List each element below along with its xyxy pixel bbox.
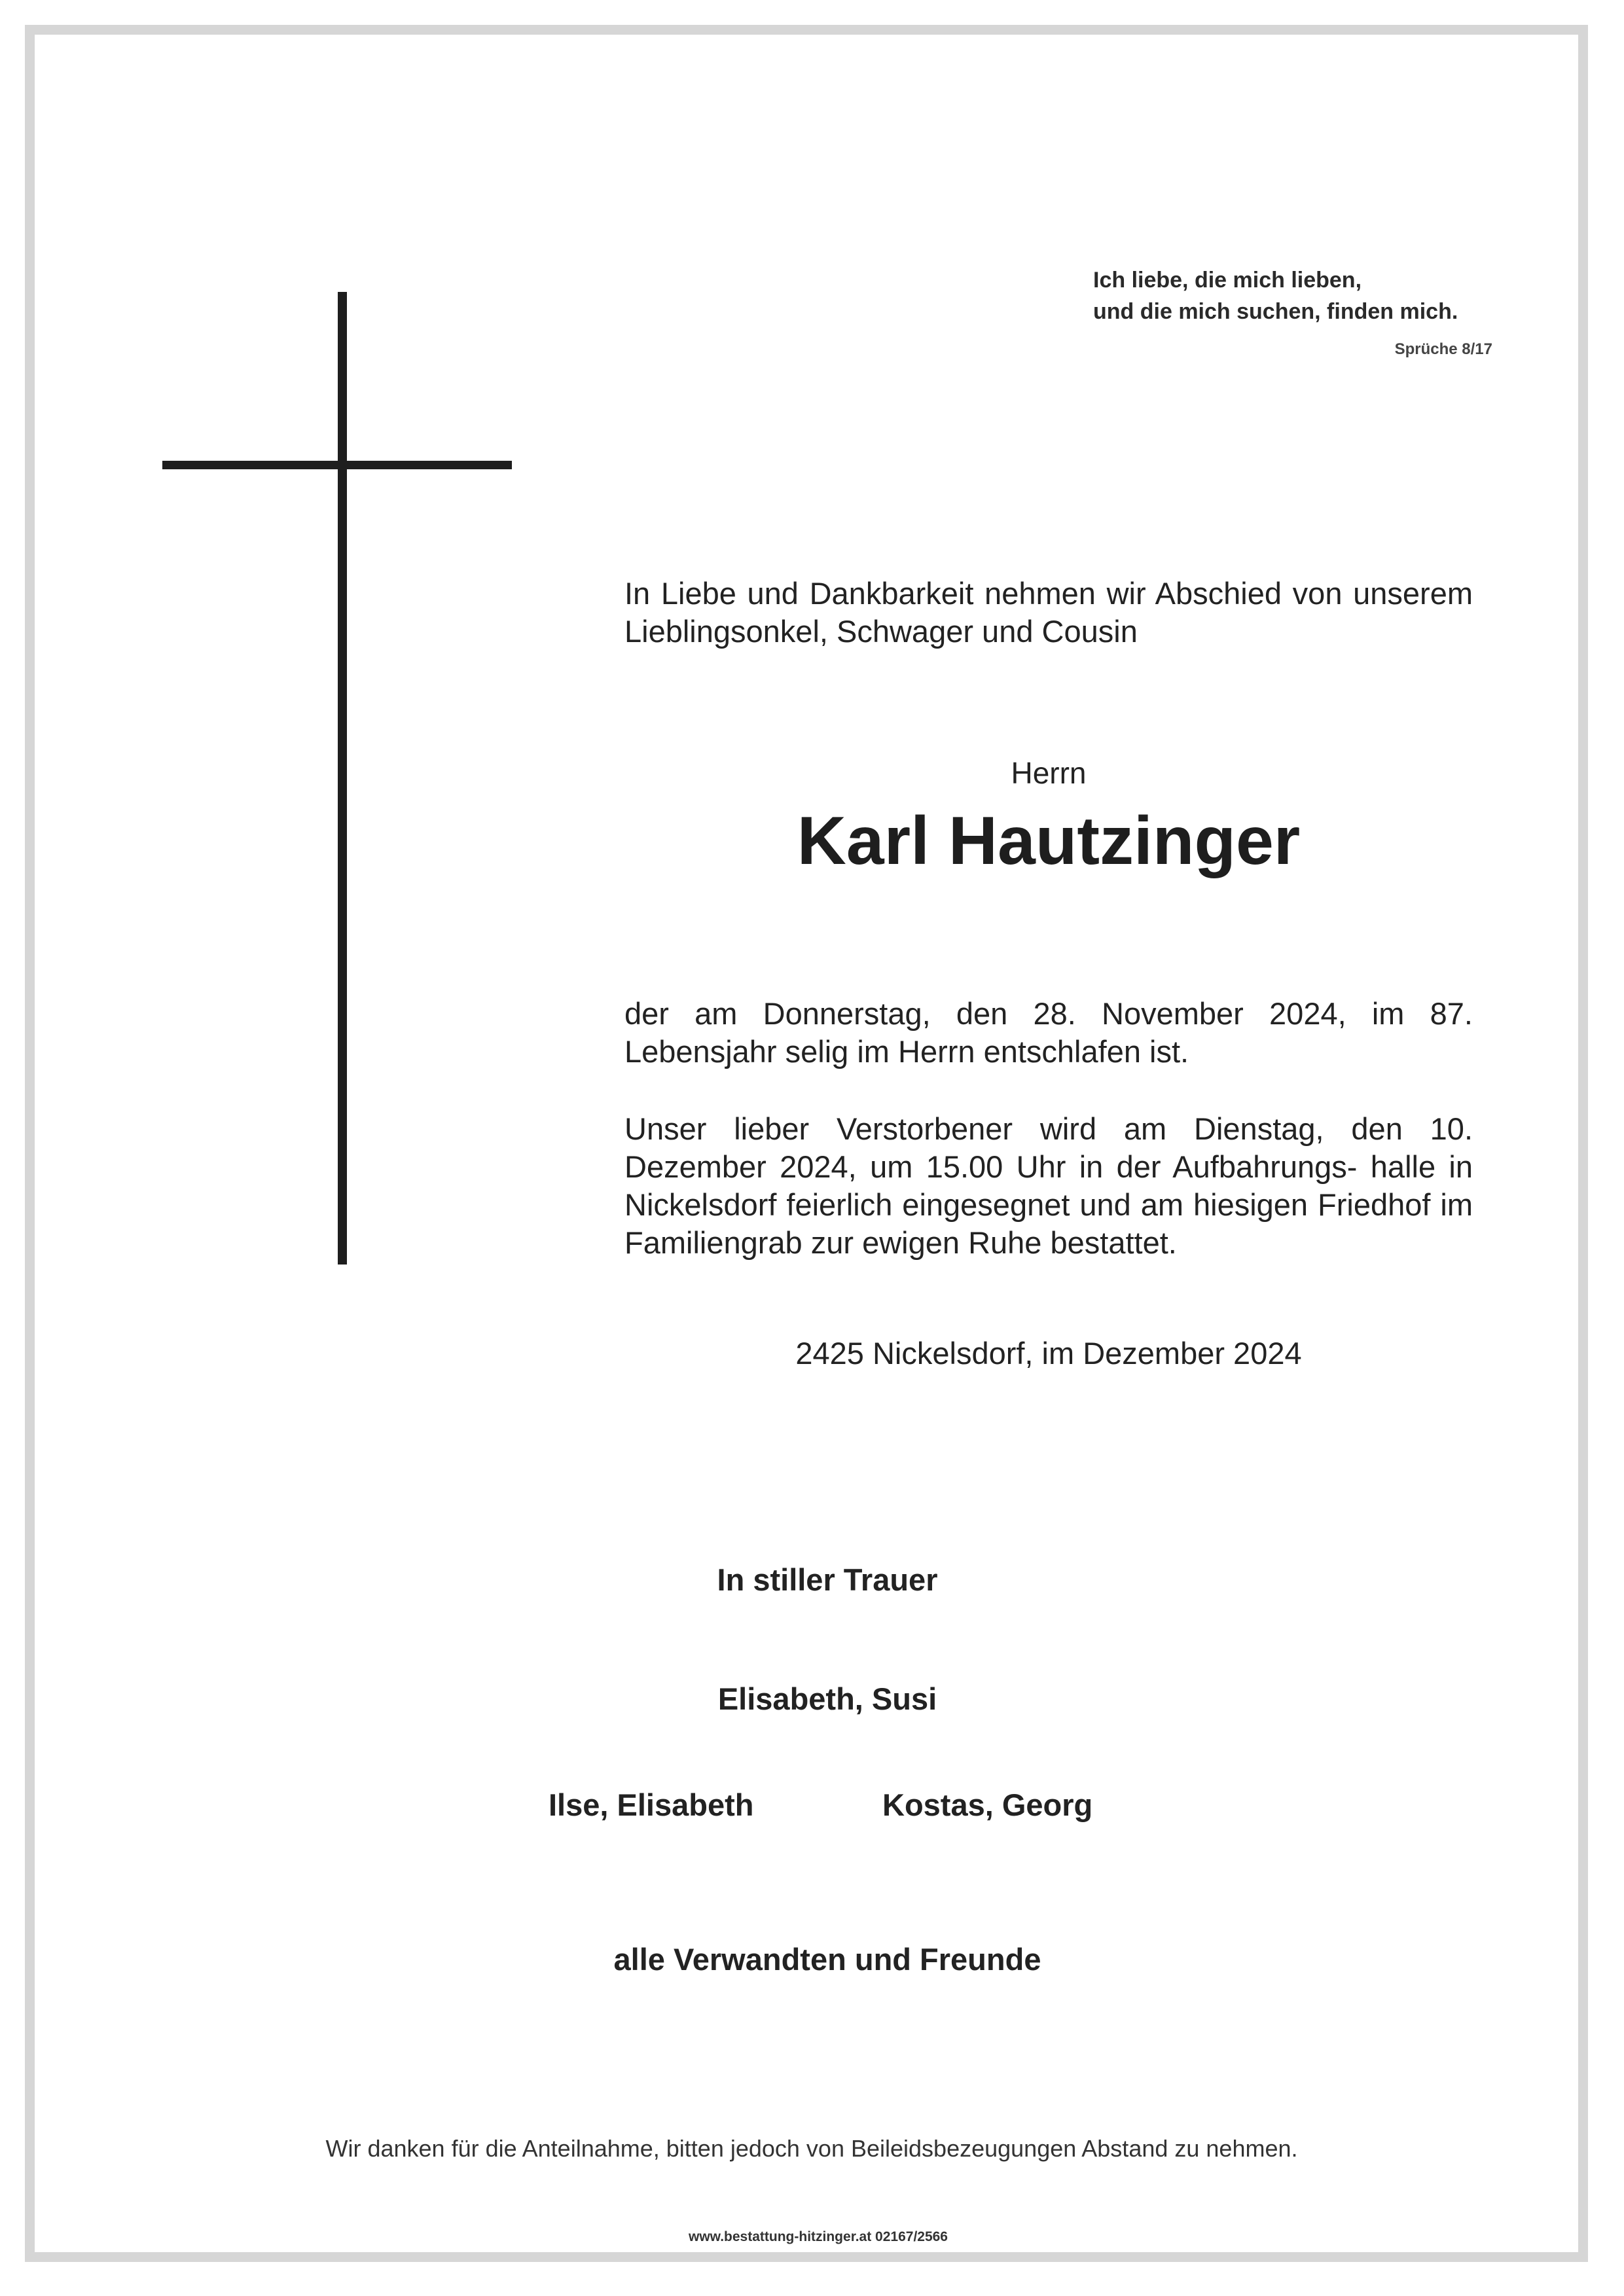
mourning-heading: In stiller Trauer: [717, 1562, 938, 1597]
funeral-notice: Unser lieber Verstorbener wird am Dienstag, den 10. Dezember 2024, um 15.00 Uhr in der Aufbahrungs- halle in Nickelsdorf feierlich eingesegnet und am hiesigen Friedhof im Familiengrab zur ewigen Ruhe bestattet.: [624, 1111, 1473, 1260]
place-and-date: 2425 Nickelsdorf, im Dezember 2024: [795, 1336, 1302, 1371]
verse-line-2: und die mich suchen, finden mich.: [1093, 299, 1458, 324]
verse-line-1: Ich liebe, die mich lieben,: [1093, 268, 1362, 293]
relatives-line: alle Verwandten und Freunde: [613, 1942, 1041, 1977]
thanks-note: Wir danken für die Anteilnahme, bitten jedoch von Beileidsbezeugungen Abstand zu nehmen.: [325, 2135, 1298, 2162]
salutation: Herrn: [1011, 756, 1087, 790]
mourner-names-2-right: Kostas, Georg: [882, 1787, 1093, 1822]
death-notice: der am Donnerstag, den 28. November 2024, im 87. Lebensjahr selig im Herrn entschlafen ist.: [624, 996, 1473, 1069]
cross-horizontal-bar: [162, 461, 512, 469]
mourner-names-1: Elisabeth, Susi: [717, 1681, 937, 1716]
intro-text: In Liebe und Dankbarkeit nehmen wir Abschied von unserem Lieblingsonkel, Schwager und Cousin: [624, 576, 1473, 649]
bible-verse: [1093, 264, 1564, 327]
mourner-names-2-left: Ilse, Elisabeth: [549, 1787, 754, 1822]
funeral-home-footer: www.bestattung-hitzinger.at 02167/2566: [688, 2229, 948, 2244]
cross-vertical-bar: [338, 292, 347, 1265]
verse-reference: Sprüche 8/17: [1394, 340, 1492, 358]
deceased-name: Karl Hautzinger: [797, 803, 1301, 879]
